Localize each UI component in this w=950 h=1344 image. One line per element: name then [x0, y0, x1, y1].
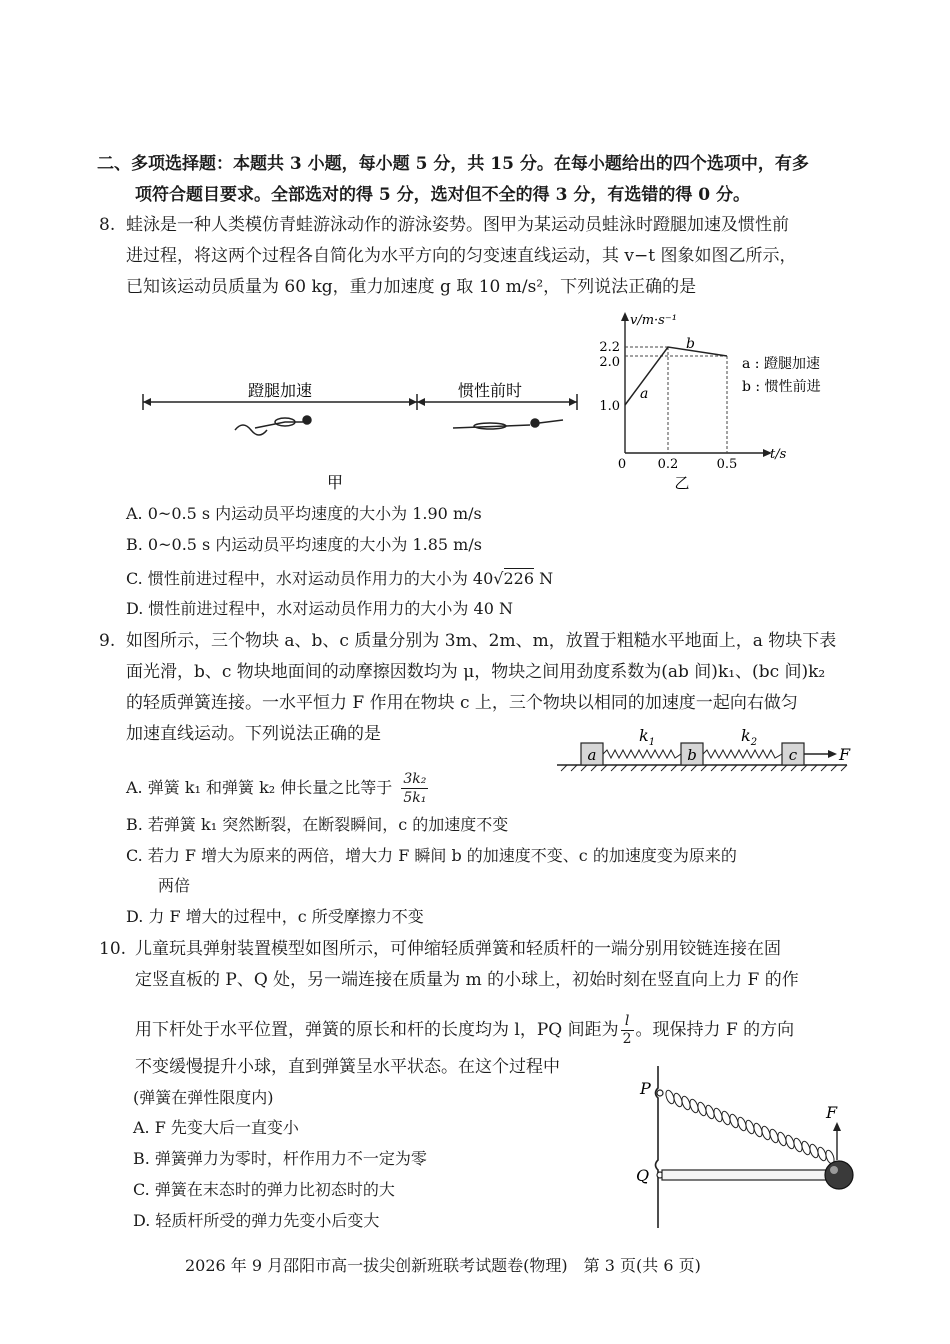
k2-label: $k_2$ [741, 726, 758, 748]
force-f-label: F [839, 745, 851, 764]
q10-launcher-figure [628, 1060, 860, 1230]
q8-option-c [126, 568, 553, 590]
q9-option-d: D. 力 F 增大的过程中，c 所受摩擦力不变 [126, 907, 424, 926]
block-b-label: b [687, 746, 697, 764]
q9-blocks-figure [555, 725, 855, 775]
q10-number: 10. [99, 939, 127, 959]
ball [825, 1161, 853, 1189]
ytick-2.2: 2.2 [599, 340, 620, 355]
q9-stem-line4: 加速直线运动。下列说法正确的是 [126, 724, 381, 744]
caption-jia: 甲 [326, 473, 344, 492]
xtick-0: 0 [617, 457, 627, 472]
q9-option-c-line1: C. 若力 F 增大为原来的两倍，增大力 F 瞬间 b 的加速度不变、c 的加速度变为原来的 [126, 846, 737, 865]
point-q-label: Q [636, 1166, 650, 1185]
block-a-label: a [587, 746, 597, 764]
q8-figure-yi [590, 308, 850, 493]
q8-number: 8. [99, 215, 116, 235]
q9-stem-line3: 的轻质弹簧连接。一水平恒力 F 作用在物块 c 上，三个物块以相同的加速度一起向右做匀 [126, 693, 798, 713]
page-footer: 2026 年 9 月邵阳市高一拔尖创新班联考试题卷(物理) 第 3 页(共 6 页) [185, 1256, 701, 1275]
q9-number: 9. [99, 631, 116, 651]
q9-stem-line1: 如图所示，三个物块 a、b、c 质量分别为 3m、2m、m，放置于粗糙水平地面上，a 物块下表 [126, 631, 837, 651]
q10-stem-line2: 定竖直板的 P、Q 处，另一端连接在质量为 m 的小球上，初始时刻在竖直向上力 F 的作 [135, 970, 799, 990]
q8-option-a: A. 0~0.5 s 内运动员平均速度的大小为 1.90 m/s [126, 504, 482, 523]
section-header-line1: 二、多项选择题：本题共 3 小题，每小题 5 分，共 15 分。在每小题给出的四个选项中，有多 [97, 154, 809, 174]
q10-stem-line5: (弹簧在弹性限度内) [133, 1088, 274, 1107]
q10-stem-line1: 儿童玩具弹射装置模型如图所示，可伸缩轻质弹簧和轻质杆的一端分别用铰链连接在固 [135, 939, 781, 959]
q9-stem-line2: 面光滑，b、c 物块地面间的动摩擦因数均为 μ，物块之间用劲度系数为(ab 间)k₁、(bc 间)k₂ [126, 662, 826, 682]
q10-stem-line3 [135, 1013, 794, 1048]
block-c-label: c [788, 746, 798, 764]
q8-option-d: D. 惯性前进过程中，水对运动员作用力的大小为 40 N [126, 599, 513, 618]
legend-b: b : 惯性前进 [742, 379, 821, 395]
q8-figure-jia [135, 370, 595, 495]
q8-option-c-text: C. 惯性前进过程中，水对运动员作用力的大小为 40 [126, 569, 494, 588]
q8-stem-line1: 蛙泳是一种人类模仿青蛙游泳动作的游泳姿势。图甲为某运动员蛙泳时蹬腿加速及惯性前 [126, 215, 789, 235]
ytick-2.0: 2.0 [599, 355, 620, 370]
y-axis-label: v/m·s⁻¹ [630, 313, 677, 328]
q10-option-d: D. 轻质杆所受的弹力先变小后变大 [133, 1211, 380, 1230]
caption-yi: 乙 [674, 474, 690, 492]
fraction-3k2-5k1 [401, 770, 428, 807]
q10-stem-line3-tail: 。现保持力 F 的方向 [635, 1020, 795, 1040]
label-inertia: 惯性前时 [457, 381, 523, 400]
ytick-1.0: 1.0 [599, 399, 620, 414]
ball-highlight [830, 1166, 838, 1174]
swimmer-kick-icon [235, 416, 311, 435]
q10-option-a: A. F 先变大后一直变小 [133, 1118, 299, 1137]
light-rod [662, 1170, 834, 1180]
q8-stem-line2: 进过程，将这两个过程各自简化为水平方向的匀变速直线运动，其 v−t 图象如图乙所示， [126, 246, 797, 266]
section-header-line2: 项符合题目要求。全部选对的得 5 分，选对但不全的得 3 分，有选错的得 0 分。 [135, 185, 750, 205]
fraction-denominator: 5k₁ [403, 790, 427, 806]
q8-option-b: B. 0~0.5 s 内运动员平均速度的大小为 1.85 m/s [126, 535, 482, 554]
label-kick-accel: 蹬腿加速 [247, 381, 313, 400]
xtick-0.2: 0.2 [657, 457, 679, 472]
q9-option-b: B. 若弹簧 k₁ 突然断裂，在断裂瞬间，c 的加速度不变 [126, 815, 509, 834]
sqrt-sign: √ [493, 569, 504, 588]
q10-option-c: C. 弹簧在末态时的弹力比初态时的大 [133, 1180, 395, 1199]
fraction-l-over-2 [621, 1013, 634, 1048]
fraction-numerator: 3k₂ [403, 771, 427, 787]
q8-option-c-unit: N [534, 569, 554, 588]
hinge-p [657, 1090, 663, 1096]
q9-option-a [126, 770, 428, 807]
segment-b-label: b [686, 336, 695, 352]
force-f-label: F [826, 1103, 838, 1122]
q10-option-b: B. 弹簧弹力为零时，杆作用力不一定为零 [133, 1149, 427, 1168]
sqrt-radicand: 226 [503, 569, 535, 588]
q10-stem-line4: 不变缓慢提升小球，直到弹簧呈水平状态。在这个过程中 [135, 1057, 560, 1077]
fraction-numerator: l [621, 1013, 634, 1031]
x-axis-label: t/s [770, 447, 787, 462]
legend-a: a : 蹬腿加速 [742, 356, 820, 372]
q9-option-c-line2: 两倍 [158, 876, 191, 895]
xtick-0.5: 0.5 [716, 457, 738, 472]
fraction-denominator: 2 [622, 1031, 632, 1047]
q10-stem-line3-text: 用下杆处于水平位置，弹簧的原长和杆的长度均为 l，PQ 间距为 [135, 1020, 619, 1040]
segment-a-label: a [640, 386, 649, 402]
spring-coil [664, 1089, 835, 1165]
spring-k2 [703, 750, 782, 758]
q8-stem-line3: 已知该运动员质量为 60 kg，重力加速度 g 取 10 m/s²，下列说法正确的是 [126, 277, 697, 297]
spring-k1 [603, 750, 681, 758]
swimmer-glide-icon [453, 419, 563, 429]
q9-option-a-text: A. 弹簧 k₁ 和弹簧 k₂ 伸长量之比等于 [126, 778, 393, 797]
point-p-label: P [640, 1079, 651, 1098]
k1-label: $k_1$ [639, 726, 656, 748]
